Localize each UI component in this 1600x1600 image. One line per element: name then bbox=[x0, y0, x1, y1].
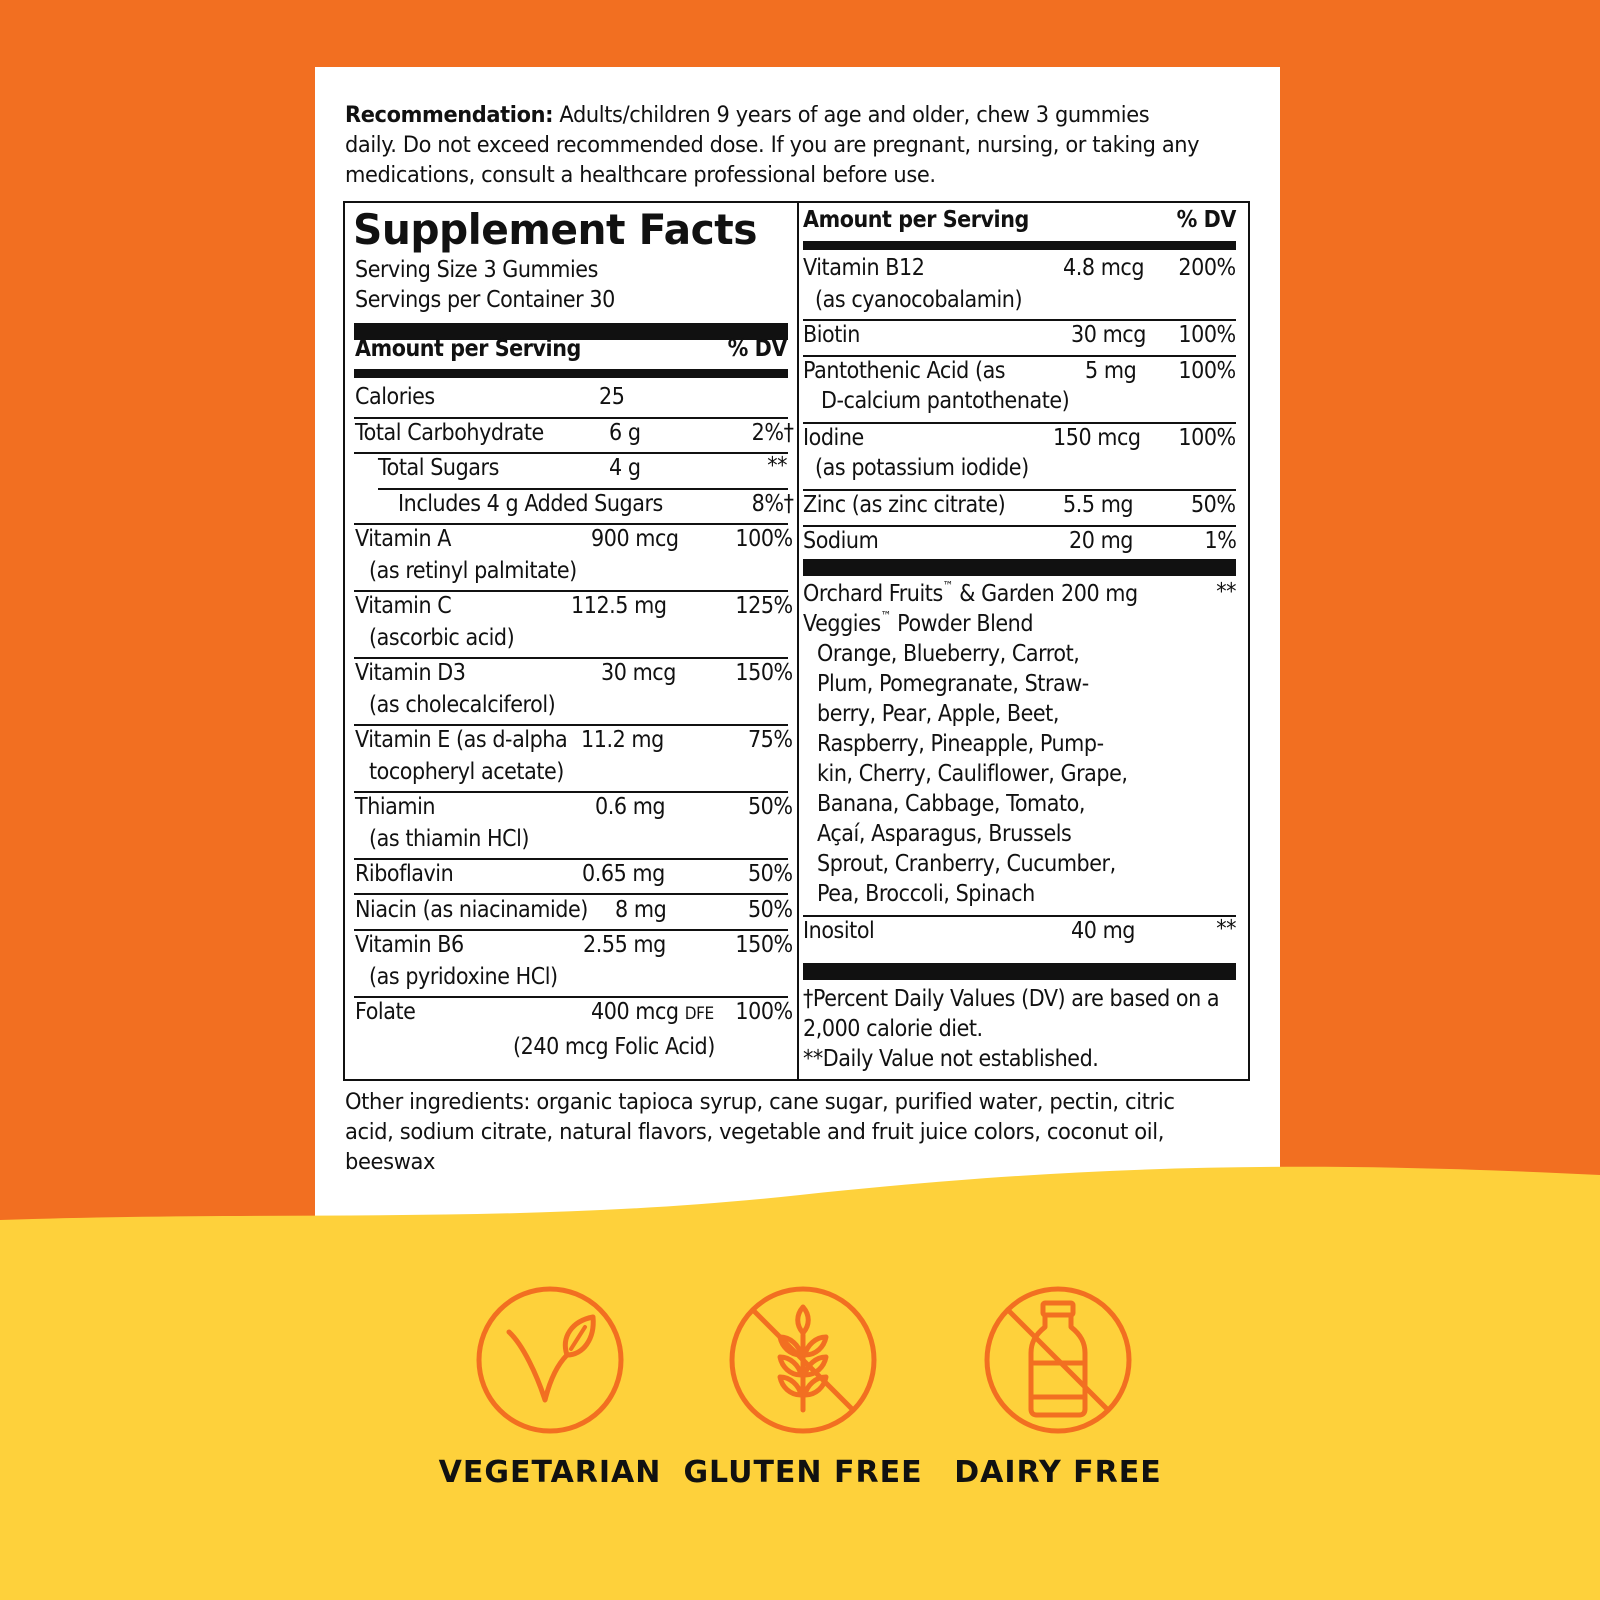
row-name: Total Sugars bbox=[378, 455, 499, 481]
blend-name-part: Powder Blend bbox=[891, 611, 1034, 637]
row-amount: 5.5 mg bbox=[1063, 492, 1134, 518]
row-rule bbox=[803, 422, 1236, 424]
row-rule bbox=[803, 489, 1236, 491]
header-amount-right: Amount per Serving bbox=[803, 207, 1029, 233]
thick-rule bbox=[803, 559, 1236, 576]
row-amount: 5 mg bbox=[1085, 358, 1137, 384]
row-rule bbox=[803, 525, 1236, 527]
thick-rule bbox=[803, 963, 1236, 980]
row-dv: ** bbox=[1216, 916, 1236, 942]
blend-name-line1 bbox=[803, 581, 1054, 607]
row-rule bbox=[354, 791, 788, 793]
row-amount: 30 mcg bbox=[601, 660, 676, 686]
row-dv: 125% bbox=[735, 593, 793, 619]
row-amount: 4.8 mcg bbox=[1063, 255, 1145, 281]
header-dv-right: % DV bbox=[1176, 207, 1236, 233]
row-name: Vitamin B12 bbox=[803, 255, 925, 281]
row-name: Sodium bbox=[803, 528, 879, 554]
blend-ingredient-line: Sprout, Cranberry, Cucumber, bbox=[817, 851, 1116, 877]
row-rule bbox=[803, 319, 1236, 321]
leaf-sprout-icon bbox=[475, 1285, 625, 1435]
row-dv: ** bbox=[767, 453, 787, 479]
blend-name-line2 bbox=[803, 611, 1033, 637]
supplement-facts-box bbox=[343, 201, 1250, 1081]
recommendation-body: Adults/children 9 years of age and older, chew 3 gummies daily. Do not exceed recommended dose. If you are pregnant, nursing, or taking any medications, consult a healthcare professional before use. bbox=[345, 102, 1200, 188]
blend-ingredient-line: Pea, Broccoli, Spinach bbox=[817, 881, 1035, 907]
row-name: Vitamin D3 bbox=[355, 660, 466, 686]
thick-rule bbox=[354, 369, 788, 378]
row-dv: 200% bbox=[1178, 255, 1236, 281]
crossed-milk-bottle-icon bbox=[983, 1285, 1133, 1435]
row-dv: 150% bbox=[735, 660, 793, 686]
row-rule bbox=[354, 590, 788, 592]
row-sub: D-calcium pantothenate) bbox=[821, 388, 1070, 414]
row-dv: 100% bbox=[1178, 322, 1236, 348]
row-sub: (as pyridoxine HCl) bbox=[369, 964, 558, 990]
footnote: **Daily Value not established. bbox=[803, 1046, 1099, 1072]
badge-label-vegetarian: VEGETARIAN bbox=[438, 1455, 662, 1490]
row-rule bbox=[803, 915, 1236, 917]
row-rule bbox=[354, 417, 788, 419]
row-amount: 40 mg bbox=[1071, 918, 1135, 944]
row-name: Total Carbohydrate bbox=[355, 420, 544, 446]
row-rule bbox=[354, 929, 788, 931]
row-name: Thiamin bbox=[355, 794, 436, 820]
other-ingredients: Other ingredients: organic tapioca syrup, cane sugar, purified water, pectin, citric acid, sodium citrate, natural flavors, vegetable and fruit juice colors, coconut oil, beeswax bbox=[345, 1089, 1175, 1175]
row-amount: 11.2 mg bbox=[581, 727, 664, 753]
blend-ingredient-line: Orange, Blueberry, Carrot, bbox=[817, 641, 1080, 667]
row-amount: 0.65 mg bbox=[582, 861, 665, 887]
facts-title: Supplement Facts bbox=[353, 205, 758, 254]
row-amount: 8 mg bbox=[615, 897, 667, 923]
folate-unit: DFE bbox=[684, 1004, 714, 1024]
row-amount: 900 mcg bbox=[591, 526, 679, 552]
footnote: †Percent Daily Values (DV) are based on a bbox=[803, 986, 1220, 1012]
crossed-wheat-icon bbox=[728, 1285, 878, 1435]
trademark-mark: ™ bbox=[942, 579, 954, 593]
row-dv: 50% bbox=[748, 861, 793, 887]
serving-size: Serving Size 3 Gummies bbox=[355, 257, 598, 283]
row-dv: 50% bbox=[748, 897, 793, 923]
blend-ingredient-line: Banana, Cabbage, Tomato, bbox=[817, 791, 1086, 817]
row-rule bbox=[354, 996, 788, 998]
row-rule bbox=[354, 893, 788, 895]
blend-name-part: Orchard Fruits bbox=[803, 581, 943, 607]
row-rule bbox=[803, 355, 1236, 357]
row-name: Includes 4 g Added Sugars bbox=[398, 491, 663, 517]
row-name: Vitamin E (as d-alpha bbox=[355, 727, 568, 753]
row-amount: 25 bbox=[599, 384, 625, 410]
row-dv: 50% bbox=[1191, 492, 1236, 518]
blend-ingredient-line: kin, Cherry, Cauliflower, Grape, bbox=[817, 761, 1128, 787]
row-sub: (240 mcg Folic Acid) bbox=[513, 1034, 715, 1060]
row-amount: 4 g bbox=[609, 455, 641, 481]
row-rule bbox=[354, 452, 788, 454]
row-rule bbox=[378, 488, 788, 490]
row-rule bbox=[354, 724, 788, 726]
row-rule bbox=[354, 858, 788, 860]
blend-ingredient-line: Plum, Pomegranate, Straw- bbox=[817, 671, 1089, 697]
row-dv: 150% bbox=[735, 932, 793, 958]
row-sub: tocopheryl acetate) bbox=[369, 759, 564, 785]
row-name: Inositol bbox=[803, 918, 875, 944]
facts-left-column bbox=[345, 203, 797, 1079]
footnote: 2,000 calorie diet. bbox=[803, 1016, 983, 1042]
recommendation-label: Recommendation: bbox=[345, 102, 554, 128]
row-amount: 2.55 mg bbox=[583, 932, 666, 958]
row-amount: 112.5 mg bbox=[571, 593, 667, 619]
recommendation-text bbox=[345, 100, 1201, 190]
row-rule bbox=[354, 523, 788, 525]
row-amount: 20 mg bbox=[1069, 528, 1133, 554]
row-name: Vitamin C bbox=[355, 593, 452, 619]
header-dv-left: % DV bbox=[727, 336, 787, 362]
row-sub: (as potassium iodide) bbox=[815, 455, 1029, 481]
row-dv: 50% bbox=[748, 794, 793, 820]
badge-label-gluten-free: GLUTEN FREE bbox=[683, 1455, 923, 1490]
blend-amount: 200 mg bbox=[1061, 581, 1138, 607]
row-name: Vitamin A bbox=[355, 526, 451, 552]
row-dv: 1% bbox=[1204, 528, 1236, 554]
row-sub: (ascorbic acid) bbox=[369, 625, 515, 651]
thick-rule bbox=[803, 241, 1236, 250]
row-sub: (as cyanocobalamin) bbox=[815, 287, 1023, 313]
folate-amount: 400 mcg bbox=[591, 999, 679, 1025]
header-amount-left: Amount per Serving bbox=[355, 336, 581, 362]
row-amount: 6 g bbox=[609, 420, 641, 446]
row-name: Folate bbox=[355, 999, 416, 1025]
row-name: Iodine bbox=[803, 425, 864, 451]
blend-ingredient-line: Raspberry, Pineapple, Pump- bbox=[817, 731, 1104, 757]
row-dv: 100% bbox=[1178, 358, 1236, 384]
row-dv: 75% bbox=[748, 727, 793, 753]
row-name: Zinc (as zinc citrate) bbox=[803, 492, 1006, 518]
row-amount: 0.6 mg bbox=[595, 794, 666, 820]
blend-name-part: Veggies bbox=[803, 611, 881, 637]
blend-dv: ** bbox=[1216, 579, 1236, 605]
row-amount: 150 mcg bbox=[1053, 425, 1141, 451]
trademark-mark: ™ bbox=[880, 609, 892, 623]
row-rule bbox=[354, 657, 788, 659]
blend-name-part: & Garden bbox=[953, 581, 1055, 607]
row-dv: 2%† bbox=[751, 420, 793, 446]
row-sub: (as cholecalciferol) bbox=[369, 692, 556, 718]
row-name: Riboflavin bbox=[355, 861, 454, 887]
row-name: Vitamin B6 bbox=[355, 932, 464, 958]
row-dv: 8%† bbox=[751, 491, 793, 517]
row-dv: 100% bbox=[1178, 425, 1236, 451]
blend-ingredient-line: Açaí, Asparagus, Brussels bbox=[817, 821, 1072, 847]
row-name: Biotin bbox=[803, 322, 860, 348]
row-sub: (as thiamin HCl) bbox=[369, 826, 530, 852]
row-name: Calories bbox=[355, 384, 435, 410]
facts-right-column bbox=[799, 203, 1248, 1079]
blend-ingredient-line: berry, Pear, Apple, Beet, bbox=[817, 701, 1059, 727]
badge-label-dairy-free: DAIRY FREE bbox=[954, 1455, 1162, 1490]
row-dv: 100% bbox=[735, 526, 793, 552]
row-dv: 100% bbox=[735, 999, 793, 1025]
row-sub: (as retinyl palmitate) bbox=[369, 558, 577, 584]
row-amount: 30 mcg bbox=[1071, 322, 1146, 348]
row-amount bbox=[591, 999, 714, 1025]
servings-per-container: Servings per Container 30 bbox=[355, 287, 615, 313]
row-name: Niacin (as niacinamide) bbox=[355, 897, 588, 923]
row-name: Pantothenic Acid (as bbox=[803, 358, 1006, 384]
